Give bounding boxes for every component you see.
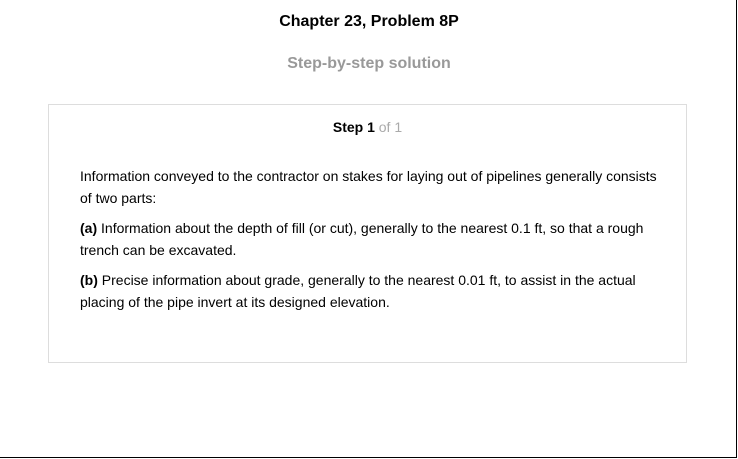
- chapter-title: Chapter 23, Problem 8P: [279, 13, 459, 30]
- part-b-label: (b): [80, 272, 98, 288]
- step-part-b: [80, 269, 670, 313]
- part-a-label: (a): [80, 220, 98, 236]
- part-b-text: Precise information about grade, generally to the nearest 0.01 ft, to assist in the actual placing of the pipe invert at its designed elevation.: [80, 272, 636, 310]
- step-intro: Information conveyed to the contractor on stakes for laying out of pipelines generally consists of two parts:: [80, 168, 657, 206]
- step-header: [49, 119, 686, 135]
- step-body: [80, 165, 670, 321]
- part-a-text: Information about the depth of fill (or cut), generally to the nearest 0.1 ft, so that a rough trench can be excavated.: [80, 220, 644, 258]
- step-count: of 1: [378, 119, 403, 135]
- step-label: Step 1: [332, 119, 375, 135]
- step-part-a: [80, 217, 670, 261]
- step-card: [48, 104, 687, 363]
- solution-subtitle: Step-by-step solution: [287, 55, 451, 72]
